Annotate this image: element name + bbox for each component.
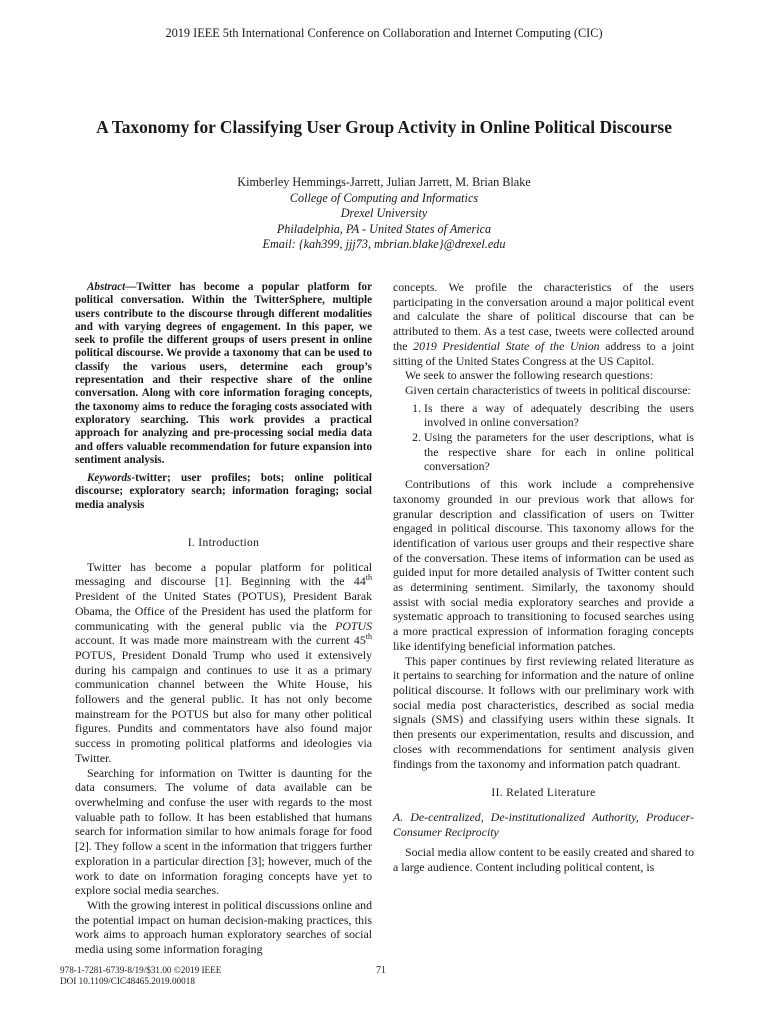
abstract: [75, 281, 372, 467]
author-email: Email: {kah399, jjj73, mbrian.blake}@drexel.edu: [262, 237, 506, 252]
section-heading-related-literature: II. Related Literature: [491, 786, 596, 800]
intro-paragraph-4: [393, 280, 694, 368]
research-question: 2. Using the parameters for the user descriptions, what is the respective share for each in online political conversation?: [424, 430, 694, 474]
paper-title: A Taxonomy for Classifying User Group Activity in Online Political Discourse: [96, 117, 672, 137]
keywords-label: Keywords: [87, 472, 132, 485]
keywords-text: -twitter; user profiles; bots; online political discourse; exploratory search; information foraging; social media analysis: [75, 472, 372, 511]
abstract-label: Abstract: [87, 281, 126, 293]
intro-paragraph-5: We seek to answer the following research questions:: [405, 368, 654, 383]
research-question: 1. Is there a way of adequately describing the users involved in online conversation?: [424, 401, 694, 430]
intro-paragraph-2: Searching for information on Twitter is daunting for the data consumers. The volume of data available can be overwhelming and confuse the user with regards to the most valuable path to follow. It has been established that humans search for information similar to how animals forage for food [2]. They follow a scent in the information that triggers further exploration in a particular direction [3]; however, much of the work to date on information foraging concepts have yet to explore social media searches.: [75, 765, 372, 898]
footer-ids: [60, 965, 221, 987]
intro-paragraph-6: Given certain characteristics of tweets in political discourse:: [405, 382, 691, 397]
intro-p4-text-b: address to a joint sitting of the United States Congress at the US Capitol.: [393, 338, 694, 368]
author-names: Kimberley Hemmings-Jarrett, Julian Jarrett, M. Brian Blake: [237, 175, 531, 189]
abstract-text: —Twitter has become a popular platform for political conversation. Within the TwitterSphere, multiple users contribute to the discourse through different modalities and with varying degrees of engagement. In this paper, we seek to profile the different groups of users present in online political discourse. We provide a taxonomy that can be used to classify the various users, determine each group’s representation and their respective share of the online conversation. Along with core information foraging concepts, the taxonomy aims to reduce the foraging costs associated with exploratory searching. This work provides a practical approach for analyzing and pre-processing social media data and offers valuable recommendation for future expansion into sentiment analysis.: [75, 281, 372, 466]
intro-p1-text-c: account. It was made more mainstream with the current 45: [75, 633, 366, 648]
footer-isbn: 978-1-7281-6739-8/19/$31.00 ©2019 IEEE: [60, 965, 222, 975]
author-location: Philadelphia, PA - United States of America: [276, 221, 492, 236]
intro-p4-emphasis: 2019 Presidential State of the Union: [413, 338, 600, 353]
left-column: [75, 281, 372, 957]
related-paragraph-1: Social media allow content to be easily created and shared to a large audience. Content including political content, is: [393, 845, 694, 875]
keywords: [75, 472, 372, 512]
footer-doi: DOI 10.1109/CIC48465.2019.00018: [60, 976, 195, 986]
intro-paragraph-3: With the growing interest in political discussions online and the potential impact on human decision-making practices, this work aims to approach human exploratory searches of social media using some information foraging: [75, 897, 372, 957]
intro-p1-text-a: Twitter has become a popular platform for political messaging and discourse [1]. Beginning with the 44: [75, 559, 372, 589]
author-block: [0, 175, 768, 253]
intro-paragraph-8: This paper continues by first reviewing related literature as it pertains to searching for information and the nature of online political discourse. It follows with our preliminary work with social media post characteristics, described as social media signals (SMS) and classifying users within these signals. It then presents our experimentation, results and discussion, and closes with recommendations for sentiment analysis given findings from the taxonomy and information patch quadrant.: [393, 653, 694, 771]
page-number: 71: [376, 965, 386, 976]
intro-p1-sup-1: th: [365, 573, 372, 583]
subsection-heading: A. De-centralized, De-institutionalized Authority, Producer-Consumer Reciprocity: [393, 809, 694, 839]
intro-paragraph-7: Contributions of this work include a comprehensive taxonomy grounded in our previous work that allows for granular description and classification of users on Twitter engaged in political discourse. This taxonomy allows for the identification of various user groups and their respective share of the conversation. These items of information can be used as guided input for more detailed analysis of Twitter content such as determining sentiment. Similarly, the taxonomy should assist with social media exploratory searches and provide a systematic approach to transitioning to focused searches using a more practical expression of information foraging concepts like identifying beneficial information patches.: [393, 477, 694, 653]
right-column: [393, 280, 694, 875]
intro-paragraph-1: [75, 560, 372, 766]
intro-p1-text-b: President of the United States (POTUS), President Barak Obama, the Office of the President has used the platform for communicating with the general public via the: [75, 589, 372, 633]
author-college: College of Computing and Informatics: [289, 190, 479, 205]
conference-header: 2019 IEEE 5th International Conference on Collaboration and Internet Computing (CIC): [165, 26, 603, 40]
intro-p1-sup-2: th: [365, 632, 372, 642]
intro-p4-text-a: concepts. We profile the characteristics of the users participating in the conversation around a major political event and calculate the share of political discourse that can be attributed to them. As a test case, tweets were collected around the: [393, 280, 694, 353]
section-heading-introduction: I. Introduction: [187, 536, 260, 550]
intro-p1-emphasis: POTUS: [335, 618, 372, 633]
author-university: Drexel University: [340, 206, 428, 221]
intro-p1-text-d: POTUS, President Donald Trump who used it extensively during his campaign and continues to use it as a primary communication channel between the White House, his followers and the general public. It has not only become mainstream for the POTUS but also for many other political figures. Pundits and commentators have also found major success in promoting political platforms and ideologies via Twitter.: [75, 647, 372, 765]
research-questions-list: [393, 401, 694, 475]
